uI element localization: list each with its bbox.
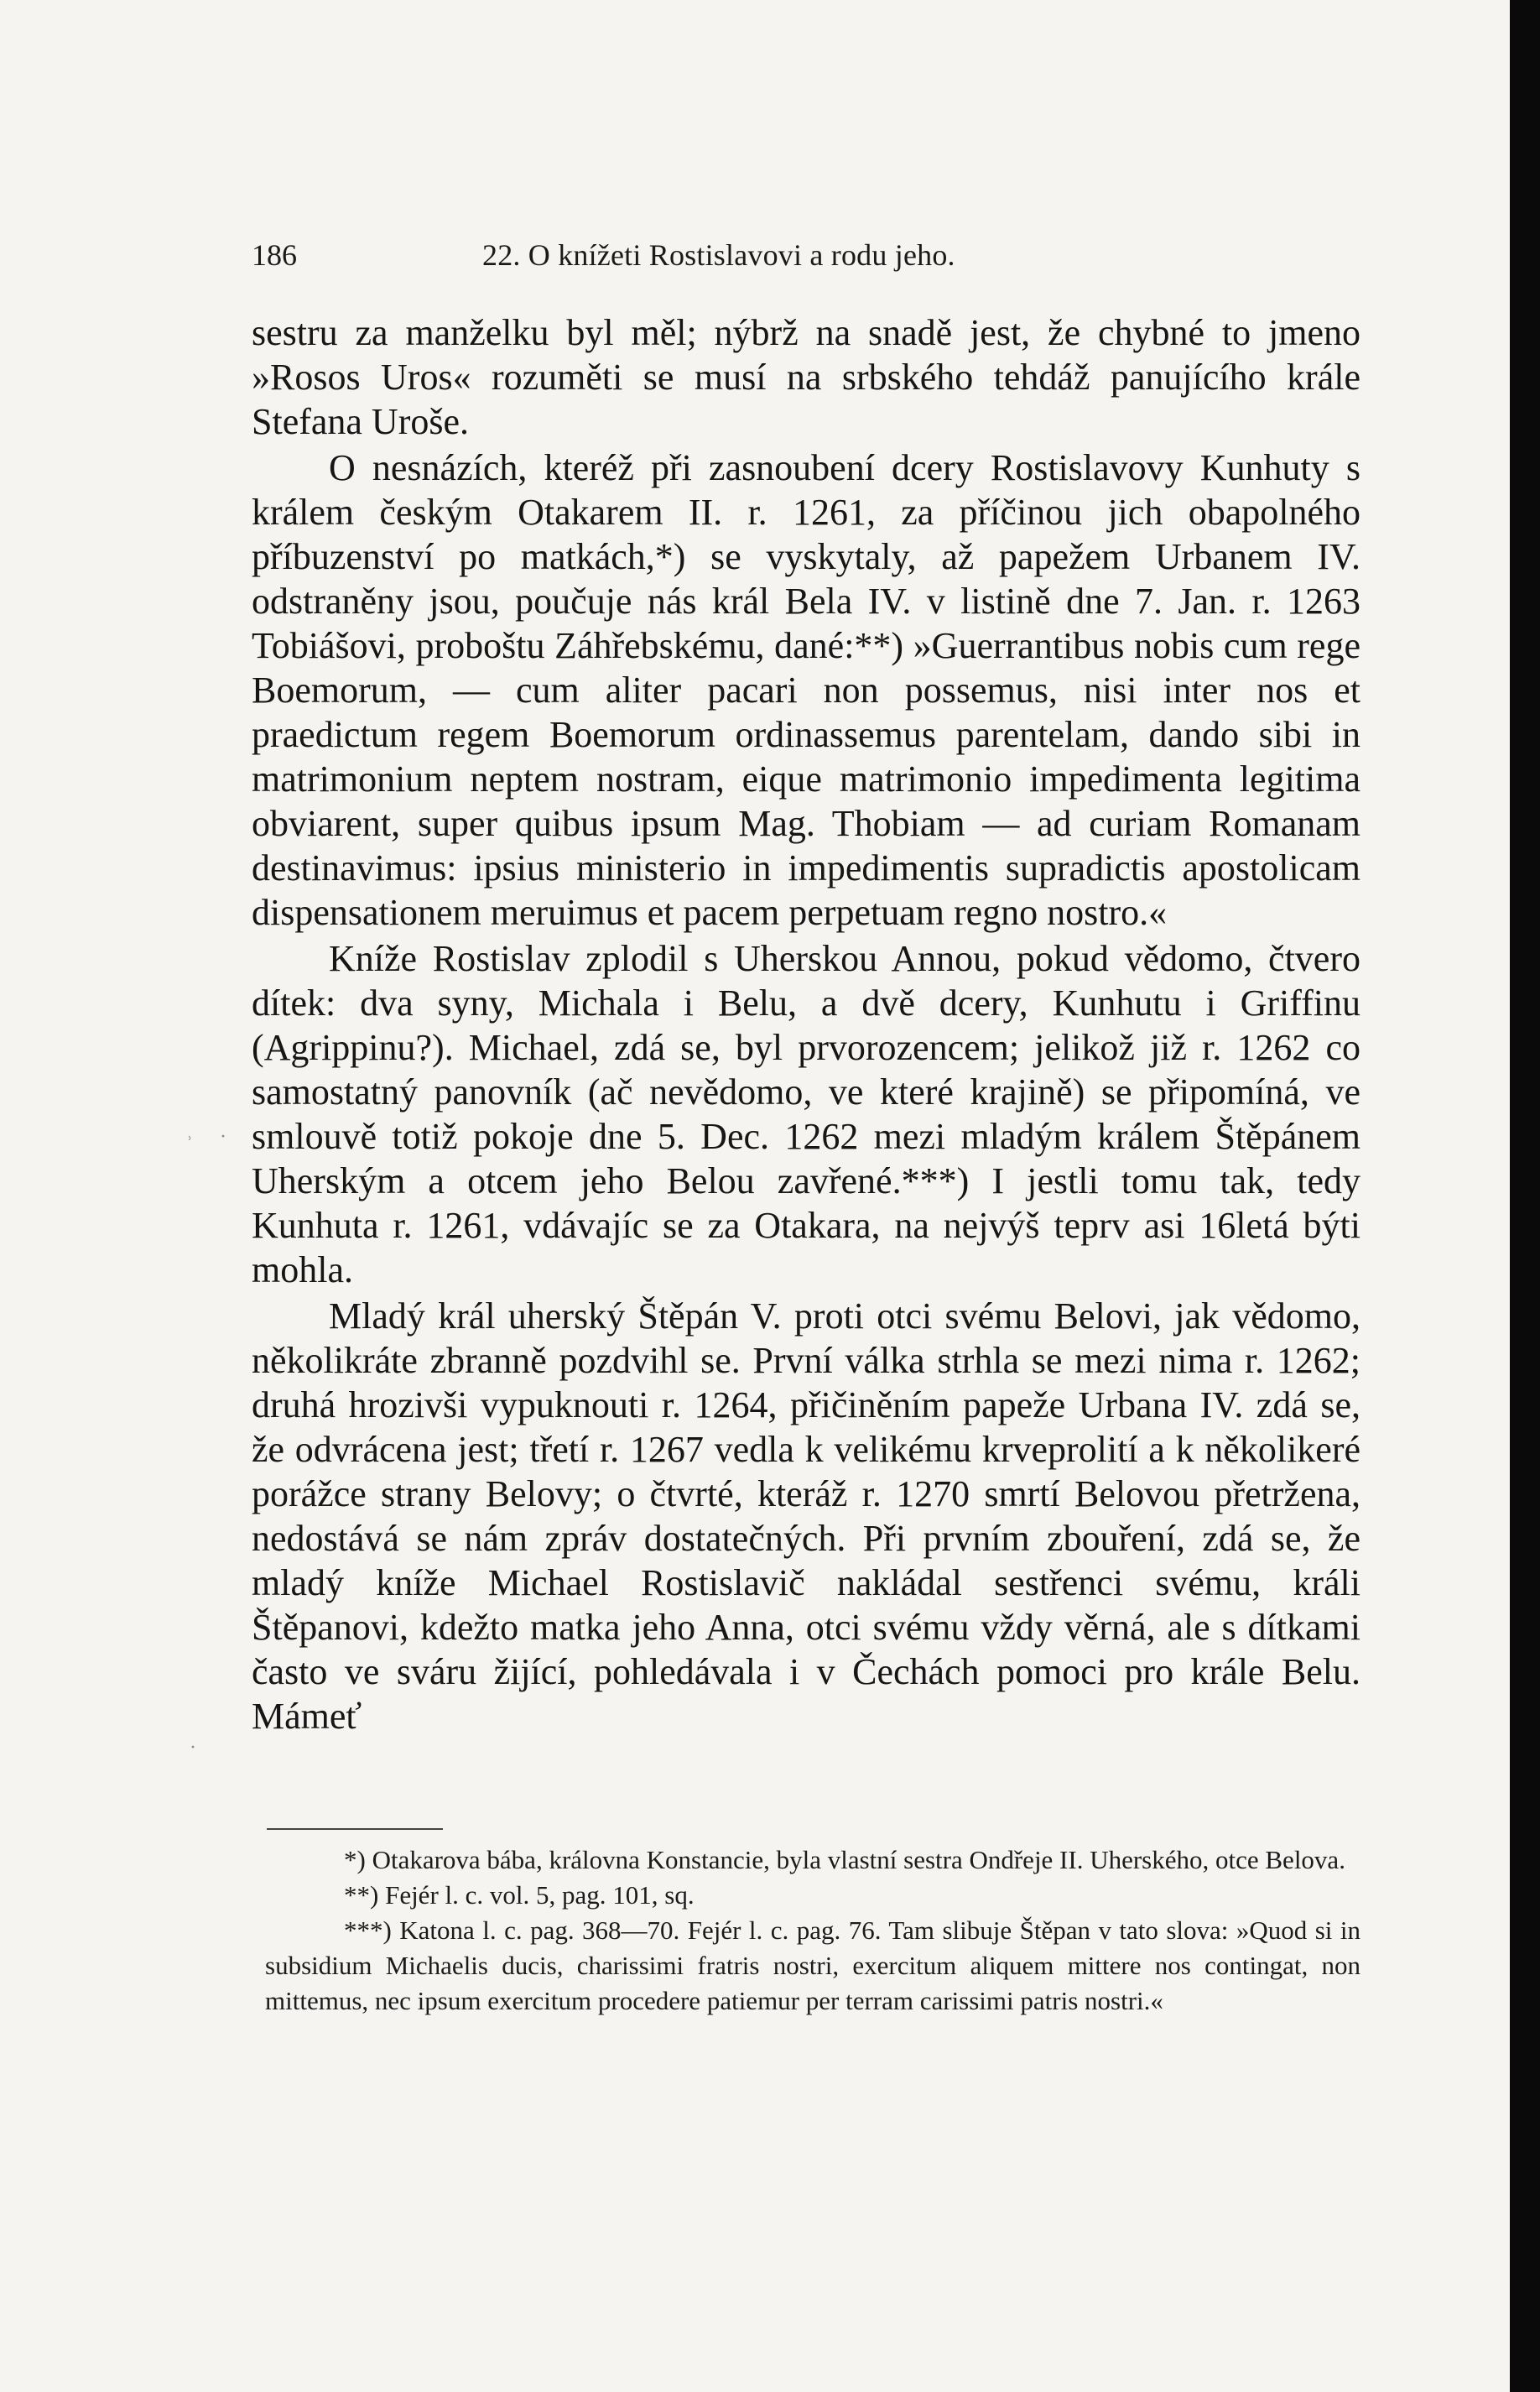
- paragraph-rostislav-children: Kníže Rostislav zplodil s Uherskou Annou, pokud vědomo, čtvero dítek: dva syny, Michala i Belu, a dvě dcery, Kunhutu i Griffinu (Agrippinu?). Michael, zdá se, byl prvorozencem; jelikož již r. 1262 co samostatný panovník (ač nevědomo, ve které krajině) se připomíná, ve smlouvě totiž pokoje dne 5. Dec. 1262 mezi mladým králem Štěpánem Uherským a otcem jeho Belou zavřené.***) I jestli tomu tak, tedy Kunhuta r. 1261, vdávajíc se za Otakara, na nejvýš teprv asi 16letá býti mohla.: [252, 938, 1361, 1290]
- scan-border: [1510, 0, 1540, 2392]
- margin-speck: ·: [190, 1737, 196, 1759]
- paragraph-stephen-wars: Mladý král uherský Štěpán V. proti otci svému Belovi, jak vědomo, několikráte zbranně pozdvihl se. První válka strhla se mezi nima r. 1262; druhá hrozivši vypuknouti r. 1264, přičiněním papeže Urbana IV. zdá se, že odvrácena jest; třetí r. 1267 vedla k velikému krveprolití a k několikeré porážce strany Belovy; o čtvrté, kteráž r. 1270 smrtí Belovou přetržena, nedostává se nám zpráv dostatečných. Při prvním zbouření, zdá se, že mladý kníže Michael Rostislavič nakládal sestřenci svému, králi Štěpanovi, kdežto matka jeho Anna, otci svému vždy věrná, ale s dítkami často ve sváru žijící, pohledávala i v Čechách pomoci pro krále Belu. Mámeť: [252, 1295, 1361, 1737]
- page-number: 186: [252, 238, 297, 272]
- running-title: 22. O knížeti Rostislavovi a rodu jeho.: [482, 238, 955, 272]
- margin-speck: ·: [220, 1126, 226, 1148]
- page-header: [252, 237, 1367, 288]
- footnote-1: *) Otakarova bába, královna Konstancie, byla vlastní sestra Ondřeje II. Uherského, otce Belova.: [344, 1845, 1345, 1874]
- main-text: [252, 310, 1361, 1738]
- paragraph-continuation: sestru za manželku byl měl; nýbrž na snadě jest, že chybné to jmeno »Rosos Uros« rozuměti se musí na srbského tehdáž panujícího krále Stefana Uroše.: [252, 312, 1361, 442]
- margin-speck: ˒: [186, 1124, 193, 1146]
- footnote-2: **) Fejér l. c. vol. 5, pag. 101, sq.: [344, 1880, 695, 1910]
- footnotes: [265, 1842, 1361, 2019]
- footnote-divider: [267, 1828, 443, 1830]
- footnote-3: ***) Katona l. c. pag. 368—70. Fejér l. c. pag. 76. Tam slibuje Štěpan v tato slova: »Quod si in subsidium Michaelis ducis, charissimi fratris nostri, exercitum aliquem mittere nos contingat, non mittemus, nec ipsum exercitum procedere patiemur per terram carissimi patris nostri.«: [265, 1915, 1361, 2015]
- paragraph-otakar-marriage: O nesnázích, kteréž při zasnoubení dcery Rostislavovy Kunhuty s králem českým Otakarem II. r. 1261, za příčinou jich obapolného příbuzenství po matkách,*) se vyskytaly, až papežem Urbanem IV. odstraněny jsou, poučuje nás král Bela IV. v listině dne 7. Jan. r. 1263 Tobiášovi, proboštu Záhřebskému, dané:**) »Guerrantibus nobis cum rege Boemorum, — cum aliter pacari non possemus, nisi inter nos et praedictum regem Boemorum ordinassemus parentelam, dando sibi in matrimonium neptem nostram, eique matrimonio impedimenta legitima obviarent, super quibus ipsum Mag. Thobiam — ad curiam Romanam destinavimus: ipsius ministerio in impedimentis supradictis apostolicam dispensationem meruimus et pacem perpetuam regno nostro.«: [252, 447, 1361, 933]
